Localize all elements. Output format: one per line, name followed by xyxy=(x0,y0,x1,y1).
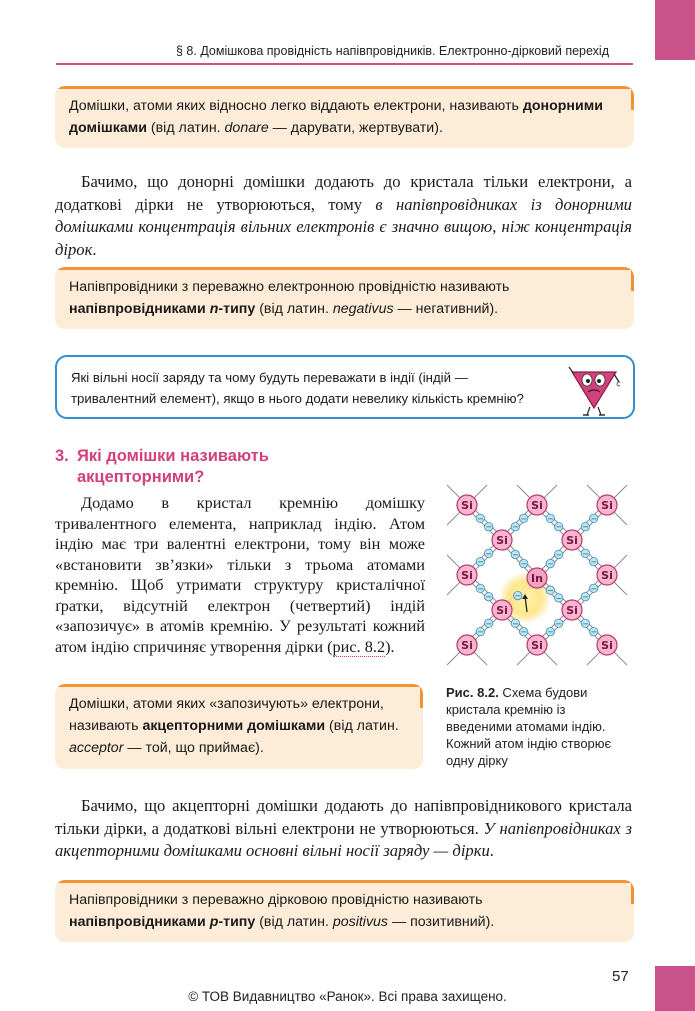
definition-box-donor xyxy=(55,86,634,148)
silicon-label: Si xyxy=(531,499,543,512)
electron-sign: − xyxy=(546,627,554,637)
electron-sign: − xyxy=(581,619,589,629)
paragraph-acceptor xyxy=(55,493,425,657)
figure-caption xyxy=(446,684,621,769)
silicon-crystal-diagram xyxy=(445,480,635,670)
electron-sign: − xyxy=(476,514,484,524)
electron-sign: − xyxy=(514,591,522,601)
def-text: (від латин. xyxy=(325,718,399,734)
silicon-label: Si xyxy=(461,499,473,512)
latin-word: acceptor xyxy=(69,740,124,756)
def-text: — негативний). xyxy=(393,301,499,317)
latin-word: positivus xyxy=(332,914,389,930)
electron-sign: − xyxy=(555,550,563,560)
question-box xyxy=(55,355,635,419)
para-text: . xyxy=(489,841,494,860)
electron-sign: − xyxy=(546,586,554,596)
silicon-label: Si xyxy=(461,639,473,652)
electron-sign: − xyxy=(581,592,589,602)
electron-sign: − xyxy=(520,627,528,637)
header-rule xyxy=(56,63,633,65)
silicon-label: Si xyxy=(601,569,613,582)
para-italic: в напівпровідниках із донорними домішками концентрація вільних електронів є значно вищою, ніж концентрація дірок xyxy=(55,194,632,259)
electron-sign: − xyxy=(485,522,493,532)
def-term: напівпровідниками p-типу xyxy=(69,914,256,930)
para-text: ). xyxy=(385,636,395,656)
electron-sign: − xyxy=(555,619,563,629)
electron-sign: − xyxy=(511,619,519,629)
page-number: 57 xyxy=(612,968,629,985)
silicon-label: Si xyxy=(601,499,613,512)
para-text: Бачимо, що акцепторні домішки додають до напівпровідникового кристала тільки дірки, а додаткові вільні електрони не утворюються. xyxy=(55,796,632,838)
silicon-label: Si xyxy=(531,639,543,652)
electron-sign: − xyxy=(520,514,528,524)
electron-sign: − xyxy=(590,557,598,567)
def-text: (від латин. xyxy=(255,301,333,317)
def-text: — той, що приймає). xyxy=(123,740,264,756)
para-text: Бачимо, що донорні домішки додають до кристала тільки електрони, а додаткові дірки не утворюються, тому xyxy=(55,172,632,214)
def-text: — дарувати, жертвувати). xyxy=(268,120,443,136)
copyright-notice: © ТОВ Видавництво «Ранок». Всі права захищено. xyxy=(188,989,507,1004)
silicon-label: Si xyxy=(461,569,473,582)
electron-sign: − xyxy=(581,522,589,532)
triangle-mascot-icon xyxy=(568,360,620,418)
running-head: § 8. Домішкова провідність напівпровідників. Електронно-дірковий перехід xyxy=(176,44,610,58)
definition-box-acceptor xyxy=(55,684,423,769)
electron-sign: − xyxy=(581,549,589,559)
para-text: Додамо в кристал кремнію домішку тривалентного елемента, наприклад індію. Атом індію має три валентні електрони, тому він може «встановити зв’язки» тільки з трьома атомами кремнію. Щоб утримати структуру кристалічної ґратки, відсутній електрон (четвертий) індій «запозичує» в атомів кремнію. У результаті кожний атом індію спричиняє утворення дірки ( xyxy=(55,493,425,656)
paragraph-acceptor-conclusion xyxy=(55,795,632,863)
def-text: — позитивний). xyxy=(388,914,495,930)
latin-word: donare xyxy=(224,120,269,136)
indium-label: In xyxy=(531,572,543,585)
section-heading-acceptor xyxy=(55,446,269,488)
electron-sign: − xyxy=(476,627,484,637)
def-text: Домішки, атоми яких «запозичують» електрони, називають xyxy=(69,696,384,734)
electron-sign: − xyxy=(485,592,493,602)
def-text: (від латин. xyxy=(146,120,225,136)
def-term: донорними домішками xyxy=(69,98,603,136)
silicon-label: Si xyxy=(496,534,508,547)
para-text: . xyxy=(92,239,97,259)
electron-sign: − xyxy=(485,619,493,629)
def-text: Напівпровідники з переважно дірковою провідністю називають xyxy=(69,892,483,908)
electron-sign: − xyxy=(546,514,554,524)
electron-sign: − xyxy=(555,593,563,603)
paragraph-donor-conclusion xyxy=(55,171,632,261)
definition-box-p-type xyxy=(55,880,634,942)
electron-sign: − xyxy=(520,559,528,569)
electron-sign: − xyxy=(546,559,554,569)
section-title-line2: акцепторними? xyxy=(77,468,205,486)
silicon-label: Si xyxy=(566,534,578,547)
electron-sign: − xyxy=(476,584,484,594)
para-italic: У напівпровідниках з акцепторними домішками основні вільні носії заряду — дірки xyxy=(55,818,632,860)
def-text: Домішки, атоми яких відносно легко віддають електрони, називають xyxy=(69,98,523,114)
latin-word: negativus xyxy=(332,301,394,317)
def-term: напівпровідниками n-типу xyxy=(69,301,256,317)
definition-box-n-type xyxy=(55,267,634,329)
caption-text: Схема будови кристала кремнію із введеними атомами індію. Кожний атом індію створює одну дірку xyxy=(446,685,612,768)
figure-reference-link[interactable]: рис. 8.2 xyxy=(332,636,386,656)
section-number: 3. xyxy=(55,447,69,465)
silicon-label: Si xyxy=(496,604,508,617)
electron-sign: − xyxy=(590,514,598,524)
electron-sign: − xyxy=(511,522,519,532)
silicon-label: Si xyxy=(566,604,578,617)
def-text: Напівпровідники з переважно електронною провідністю називають xyxy=(69,279,510,295)
electron-sign: − xyxy=(511,550,519,560)
def-term: акцепторними домішками xyxy=(142,718,326,734)
electron-sign: − xyxy=(476,557,484,567)
electron-sign: − xyxy=(555,522,563,532)
caption-label: Рис. 8.2. xyxy=(446,685,499,700)
question-text: Які вільні носії заряду та чому будуть переважати в індії (індій — тривалентний елемент), якщо в нього додати невелику кількість кремнію? xyxy=(71,370,524,406)
section-title-line1: Які домішки називають xyxy=(77,447,269,465)
electron-sign: − xyxy=(485,549,493,559)
electron-sign: − xyxy=(590,627,598,637)
silicon-label: Si xyxy=(601,639,613,652)
page-edge-tab-top xyxy=(655,0,695,60)
electron-sign: − xyxy=(590,584,598,594)
def-text: (від латин. xyxy=(255,914,333,930)
